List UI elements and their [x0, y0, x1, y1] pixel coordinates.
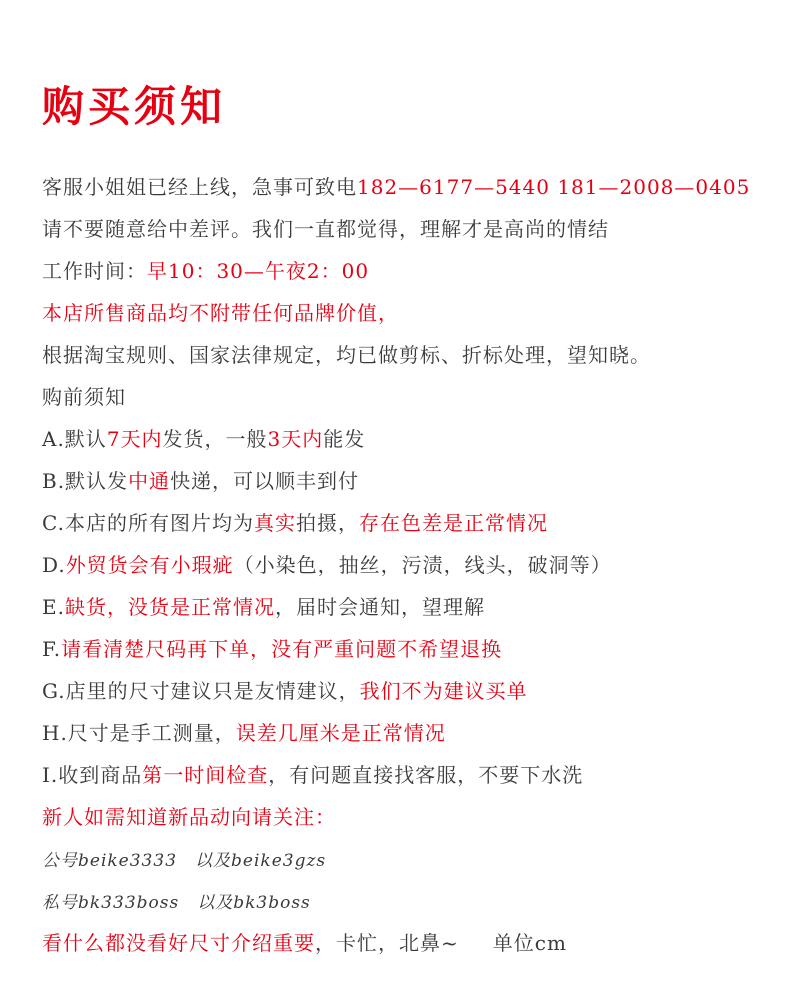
- rule-a-highlight-2: 3天内: [267, 427, 324, 451]
- rule-c: [42, 510, 548, 536]
- size-notice-highlight: 看什么都没看好尺寸介绍重要: [42, 931, 315, 955]
- rule-b: [42, 468, 359, 494]
- rule-e-prefix: E.: [42, 595, 65, 619]
- rule-f: [42, 636, 502, 662]
- rule-h: [42, 720, 446, 746]
- private-account-1: 私号bk333boss: [42, 893, 180, 913]
- rule-a-text-3: 能发: [323, 427, 366, 451]
- rule-b-text-1: B.默认发: [42, 469, 129, 493]
- label-notice: 根据淘宝规则、国家法律规定，均已做剪标、折标处理，望知晓。: [42, 343, 651, 367]
- rule-c-highlight-1: 真实: [253, 511, 296, 535]
- rule-c-text-2: 拍摄，: [295, 511, 359, 535]
- service-line: [42, 174, 750, 200]
- service-text: 客服小姐姐已经上线，急事可致电: [42, 175, 357, 199]
- rule-i-highlight: 第一时间检查: [142, 763, 269, 787]
- follow-notice: 新人如需知道新品动向请关注：: [42, 805, 336, 829]
- rule-b-highlight: 中通: [128, 469, 171, 493]
- rule-d-prefix: D.: [42, 553, 66, 577]
- rule-g: [42, 678, 528, 704]
- rule-a-highlight-1: 7天内: [106, 427, 163, 451]
- rule-f-prefix: F.: [42, 637, 62, 661]
- public-account-2: 以及beike3gzs: [195, 851, 327, 871]
- rule-d: [42, 552, 612, 578]
- rule-g-highlight: 我们不为建议买单: [359, 679, 528, 703]
- rule-c-text-1: C.本店的所有图片均为: [42, 511, 254, 535]
- rule-e-highlight: 缺货，没货是正常情况: [64, 595, 275, 619]
- rule-c-highlight-2: 存在色差是正常情况: [358, 511, 548, 535]
- unit-label: 单位cm: [492, 931, 567, 955]
- public-account: [42, 846, 326, 874]
- rule-a-text-1: A.默认: [42, 427, 107, 451]
- service-phones: 182—6177—5440 181—2008—0405: [357, 175, 751, 199]
- size-notice: [42, 930, 567, 956]
- pre-purchase-heading: 购前须知: [42, 385, 126, 409]
- rule-i-text-2: ，有问题直接找客服，不要下水洗: [268, 763, 584, 787]
- size-notice-text: ，卡忙，北鼻~: [315, 931, 459, 955]
- page-title: 购买须知: [42, 82, 227, 131]
- review-request: 请不要随意给中差评。我们一直都觉得，理解才是高尚的情结: [42, 217, 609, 241]
- work-hours-label: 工作时间：: [42, 259, 147, 283]
- work-hours-value: 早10：30—午夜2：00: [147, 259, 370, 283]
- rule-b-text-2: 快递，可以顺丰到付: [170, 469, 360, 493]
- private-account-2: 以及bk3boss: [197, 893, 311, 913]
- rule-g-text: G.店里的尺寸建议只是友情建议，: [42, 679, 360, 703]
- rule-i: [42, 762, 583, 788]
- rule-i-text-1: I.收到商品: [42, 763, 143, 787]
- rule-d-text: （小染色，抽丝，污渍，线头，破洞等）: [233, 553, 612, 577]
- rule-e: [42, 594, 485, 620]
- brand-notice: 本店所售商品均不附带任何品牌价值，: [42, 301, 399, 325]
- rule-a-text-2: 发货，一般: [162, 427, 268, 451]
- rule-f-highlight: 请看清楚尺码再下单，没有严重问题不希望退换: [61, 637, 503, 661]
- public-account-1: 公号beike3333: [42, 851, 178, 871]
- rule-h-text: H.尺寸是手工测量，: [42, 721, 236, 745]
- rule-a: [42, 426, 365, 452]
- rule-e-text: ，届时会通知，望理解: [274, 595, 485, 619]
- rule-h-highlight: 误差几厘米是正常情况: [235, 721, 446, 745]
- rule-d-highlight: 外贸货会有小瑕疵: [65, 553, 234, 577]
- private-account: [42, 888, 311, 916]
- work-hours: [42, 258, 369, 284]
